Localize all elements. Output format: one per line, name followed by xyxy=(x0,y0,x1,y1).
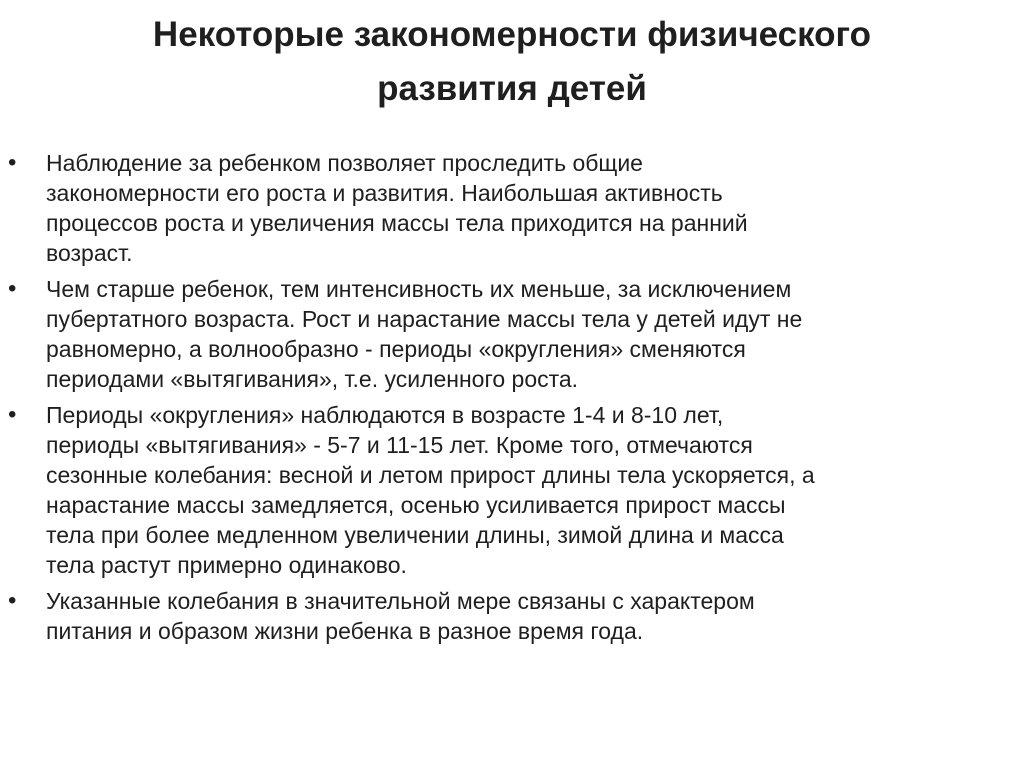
title-line-2: развития детей xyxy=(377,69,647,108)
bullet-line: Указанные колебания в значительной мере связаны с характером xyxy=(46,588,755,614)
bullet-line: периодами «вытягивания», т.е. усиленного роста. xyxy=(46,366,579,392)
bullet-line: тела растут примерно одинаково. xyxy=(46,552,407,578)
bullet-line: тела при более медленном увеличении длины, зимой длина и масса xyxy=(46,522,784,548)
bullet-line: Чем старше ребенок, тем интенсивность их меньше, за исключением xyxy=(46,276,792,302)
bullet-line: периоды «вытягивания» - 5-7 и 11-15 лет. Кроме того, отмечаются xyxy=(46,432,753,458)
bullet-item xyxy=(0,400,1000,580)
bullet-line: Наблюдение за ребенком позволяет проследить общие xyxy=(46,150,643,176)
bullet-line: питания и образом жизни ребенка в разное время года. xyxy=(46,618,644,644)
bullet-text xyxy=(46,400,1000,580)
bullet-line: возраст. xyxy=(46,240,133,266)
bullet-text xyxy=(46,274,1000,394)
bullet-text xyxy=(46,586,1000,646)
title-line-1: Некоторые закономерности физического xyxy=(152,15,872,54)
bullet-dot-icon: • xyxy=(8,149,17,176)
bullet-line: сезонные колебания: весной и летом прирост длины тела ускоряется, а xyxy=(46,462,815,488)
bullet-text xyxy=(46,148,1000,268)
bullet-line: закономерности его роста и развития. Наибольшая активность xyxy=(46,180,723,206)
bullet-line: нарастание массы замедляется, осенью усиливается прирост массы xyxy=(46,492,786,518)
bullet-list xyxy=(0,148,1000,652)
bullet-line: равномерно, а волнообразно - периоды «округления» сменяются xyxy=(46,336,746,362)
bullet-item xyxy=(0,274,1000,394)
bullet-dot-icon: • xyxy=(8,401,17,428)
bullet-item xyxy=(0,586,1000,646)
bullet-dot-icon: • xyxy=(8,275,17,302)
bullet-line: Периоды «округления» наблюдаются в возрасте 1-4 и 8-10 лет, xyxy=(46,402,724,428)
bullet-item xyxy=(0,148,1000,268)
bullet-line: пубертатного возраста. Рост и нарастание массы тела у детей идут не xyxy=(46,306,803,332)
bullet-dot-icon: • xyxy=(8,587,17,614)
bullet-line: процессов роста и увеличения массы тела приходится на ранний xyxy=(46,210,748,236)
slide-title xyxy=(60,8,964,116)
